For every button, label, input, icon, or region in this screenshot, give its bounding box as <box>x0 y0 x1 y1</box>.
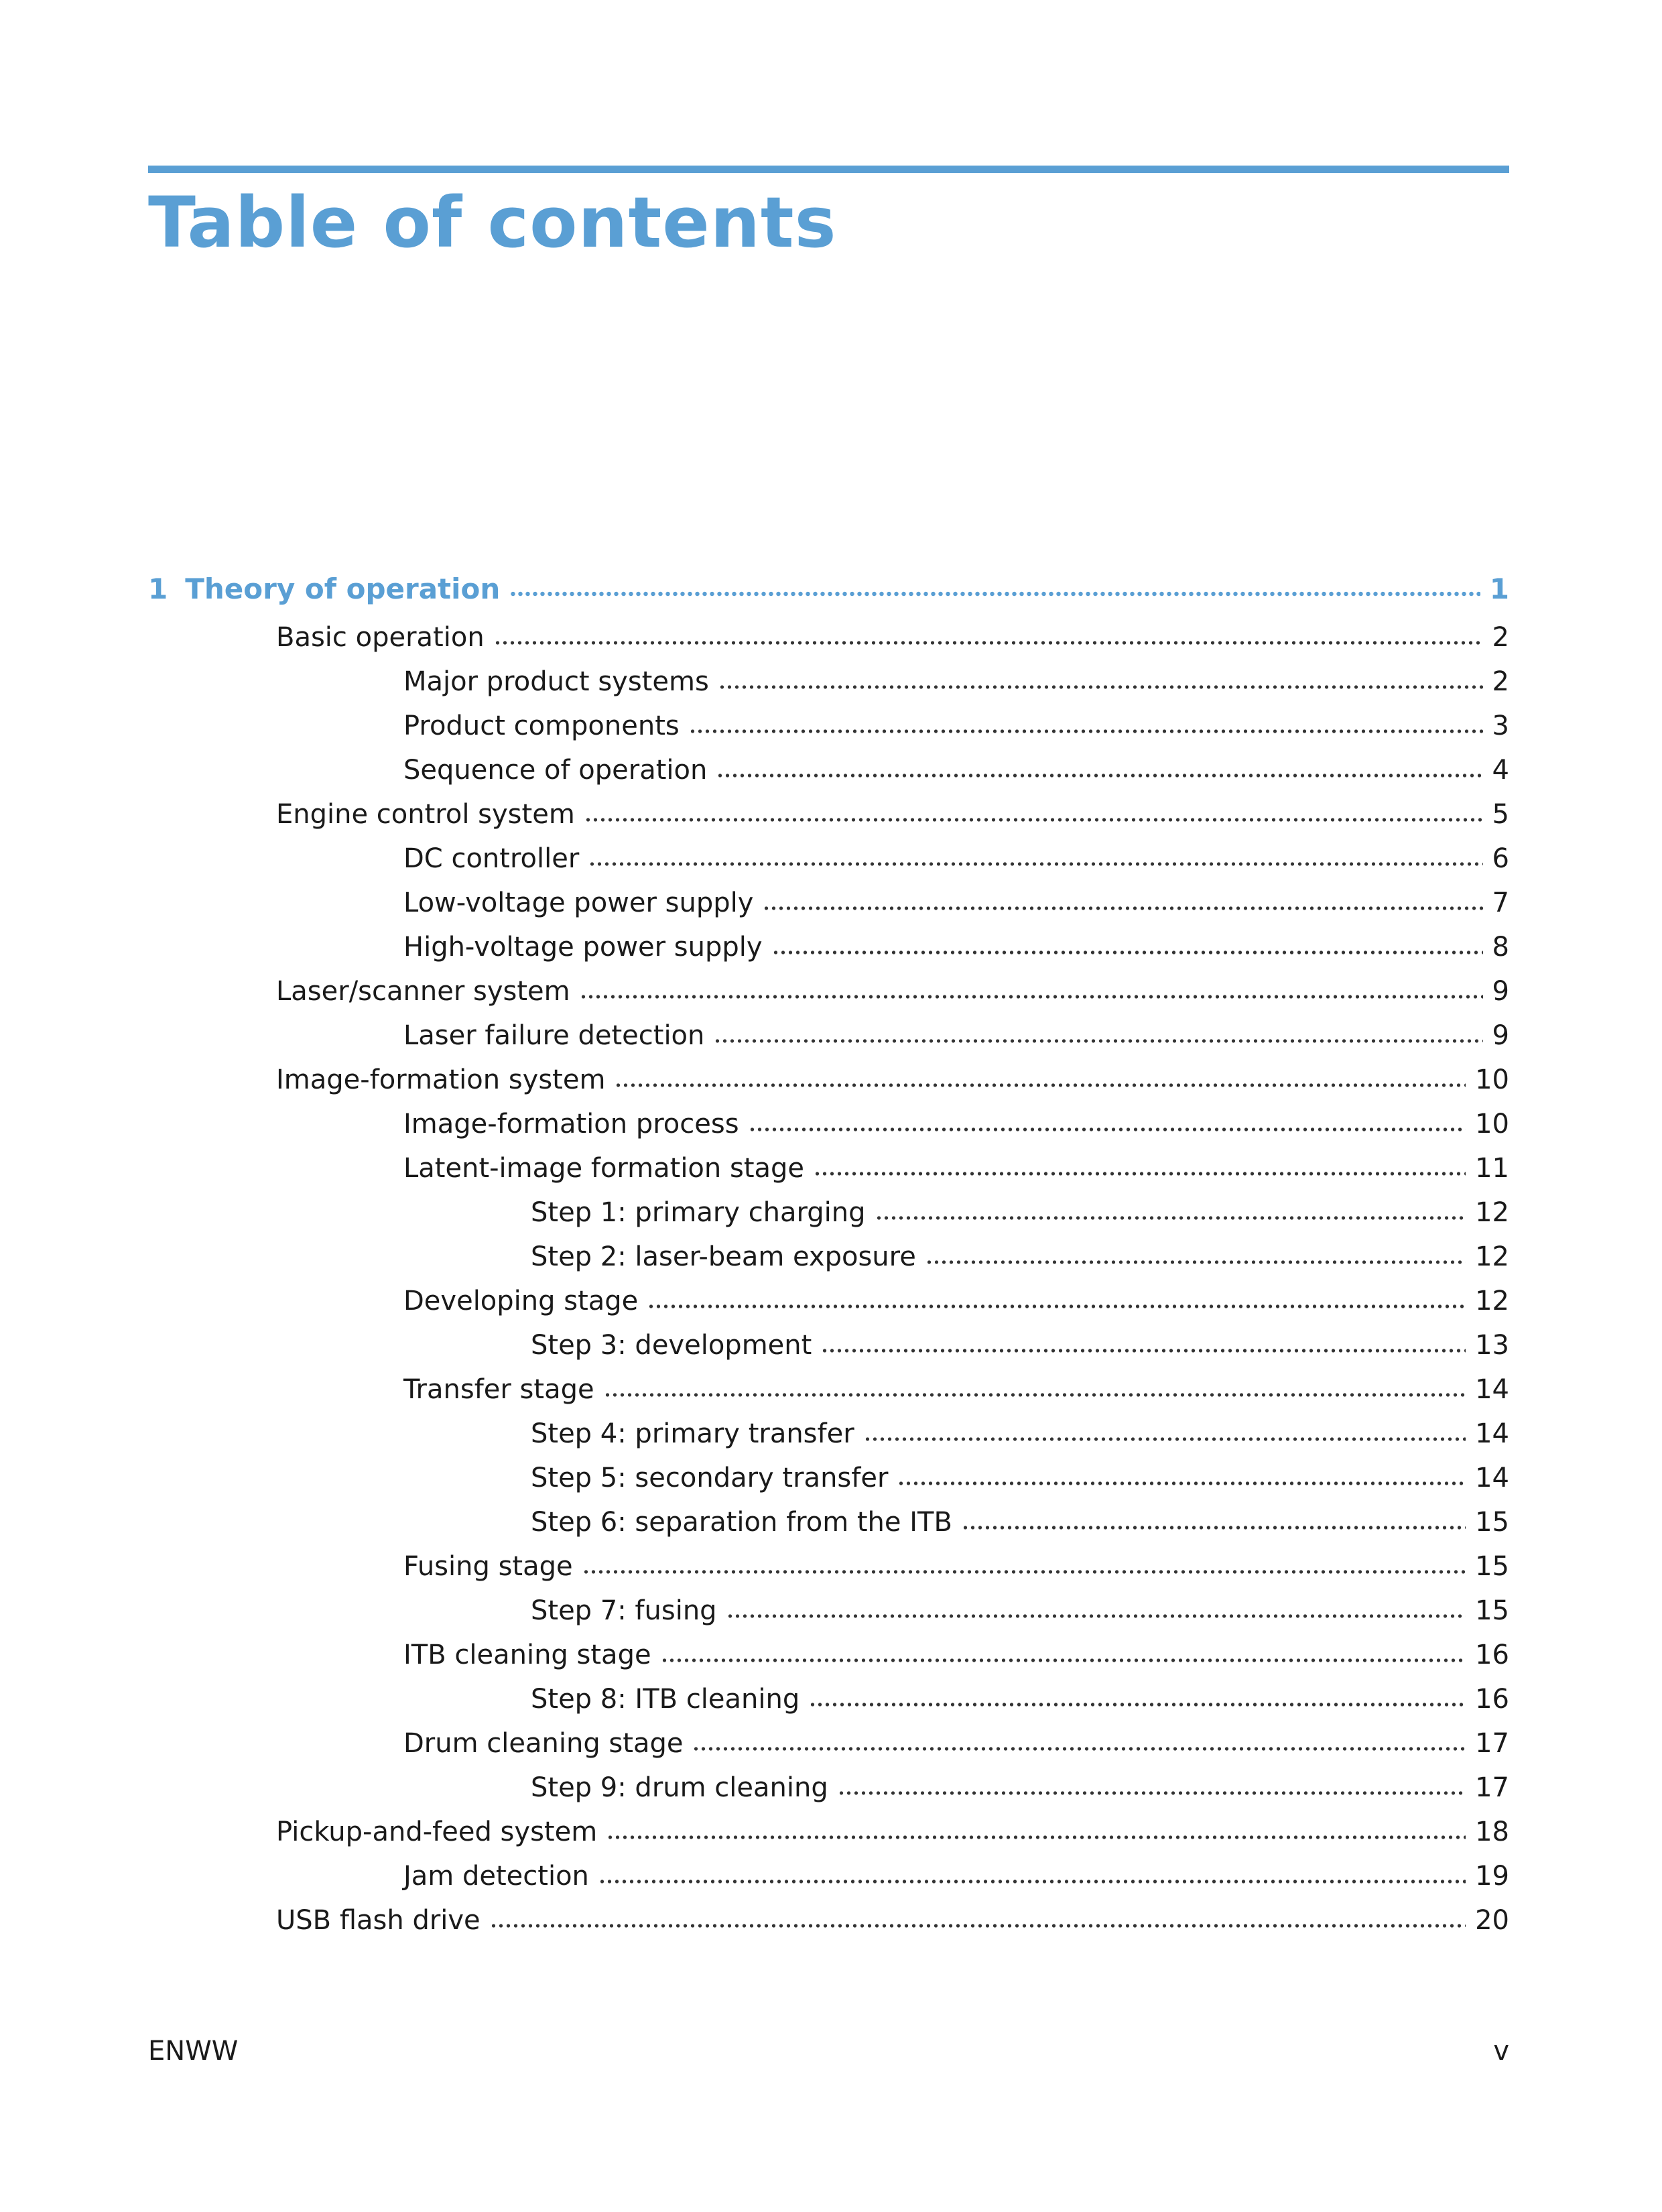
toc-entry-page-number: 8 <box>1492 932 1509 963</box>
toc-entry-title: Pickup-and-feed system <box>276 1817 598 1847</box>
toc-entry-page-number: 15 <box>1475 1551 1509 1582</box>
toc-entry-title: DC controller <box>403 843 580 874</box>
toc-entry[interactable] <box>531 1456 1509 1500</box>
dot-leader <box>588 859 1482 869</box>
toc-entry-title: Sequence of operation <box>403 755 708 786</box>
dot-leader <box>864 1434 1466 1444</box>
toc-entry-title: Basic operation <box>276 622 485 653</box>
dot-leader <box>606 1833 1466 1842</box>
toc-entry-page-number: 20 <box>1475 1905 1509 1936</box>
toc-entry[interactable] <box>403 1013 1509 1058</box>
toc-entry-page-number: 10 <box>1475 1109 1509 1140</box>
toc-entry-page-number: 19 <box>1475 1861 1509 1892</box>
toc-entry[interactable] <box>403 1721 1509 1766</box>
toc-entry-page-number: 13 <box>1475 1330 1509 1361</box>
toc-entry-title: High-voltage power supply <box>403 932 763 963</box>
toc-entry[interactable] <box>403 1279 1509 1323</box>
dot-leader <box>716 771 1482 780</box>
toc-entry-page-number: 17 <box>1475 1772 1509 1803</box>
toc-entry[interactable] <box>403 1102 1509 1146</box>
dot-leader <box>580 992 1483 1001</box>
toc-entry[interactable] <box>403 1146 1509 1190</box>
dot-leader <box>962 1523 1466 1532</box>
toc-entry-page-number: 16 <box>1475 1684 1509 1715</box>
toc-entry-title: Developing stage <box>403 1286 639 1316</box>
toc-entry[interactable] <box>403 1367 1509 1412</box>
toc-entry[interactable] <box>531 1235 1509 1279</box>
toc-entry-title: Latent-image formation stage <box>403 1153 805 1184</box>
toc-entry[interactable] <box>403 748 1509 792</box>
toc-entry-page-number: 9 <box>1492 976 1509 1007</box>
toc-entry[interactable] <box>276 1810 1509 1854</box>
dot-leader <box>838 1788 1466 1798</box>
toc-entry-title: Step 2: laser-beam exposure <box>531 1241 916 1272</box>
toc-entry-title: Laser failure detection <box>403 1020 705 1051</box>
toc-entry-title: Step 5: secondary transfer <box>531 1463 889 1493</box>
dot-leader <box>661 1656 1466 1665</box>
toc-entry-title: Image-formation process <box>403 1109 739 1140</box>
dot-leader <box>509 589 1480 599</box>
dot-leader <box>809 1700 1466 1709</box>
toc-entry-title: Step 7: fusing <box>531 1595 717 1626</box>
toc-entry-title: Step 4: primary transfer <box>531 1418 854 1449</box>
dot-leader <box>494 638 1483 648</box>
toc-entry-page-number: 6 <box>1492 843 1509 874</box>
dot-leader <box>814 1169 1466 1178</box>
footer-doc-code: ENWW <box>148 2036 239 2067</box>
toc-entry[interactable] <box>531 1677 1509 1721</box>
toc-entry[interactable] <box>531 1500 1509 1544</box>
dot-leader <box>689 727 1483 736</box>
toc-entry-page-number: 12 <box>1475 1241 1509 1272</box>
toc-entry-title: Jam detection <box>403 1861 589 1892</box>
toc-entry-page-number: 15 <box>1475 1595 1509 1626</box>
toc-entry[interactable] <box>403 837 1509 881</box>
toc-entry-page-number: 2 <box>1492 622 1509 653</box>
toc-entry-page-number: 7 <box>1492 887 1509 918</box>
toc-entry-title: Transfer stage <box>403 1374 594 1405</box>
toc-entry-title: Step 8: ITB cleaning <box>531 1684 800 1715</box>
toc-entry[interactable] <box>531 1412 1509 1456</box>
dot-leader <box>615 1081 1466 1090</box>
toc-entry[interactable] <box>276 615 1509 660</box>
dot-leader <box>749 1125 1466 1134</box>
toc-entry-page-number: 17 <box>1475 1728 1509 1759</box>
toc-entry[interactable] <box>531 1766 1509 1810</box>
toc-entry-title: Image-formation system <box>276 1064 606 1095</box>
toc-entry[interactable] <box>403 704 1509 748</box>
chapter-page-number: 1 <box>1489 572 1509 605</box>
toc-entry-page-number: 10 <box>1475 1064 1509 1095</box>
dot-leader <box>897 1479 1466 1488</box>
dot-leader <box>584 815 1483 824</box>
toc-entry-page-number: 14 <box>1475 1418 1509 1449</box>
toc-entry-title: Product components <box>403 711 680 741</box>
dot-leader <box>925 1257 1466 1267</box>
toc-entry-page-number: 18 <box>1475 1817 1509 1847</box>
toc-entry-title: Fusing stage <box>403 1551 573 1582</box>
toc-entry[interactable] <box>276 792 1509 837</box>
toc-entry[interactable] <box>403 925 1509 969</box>
toc-entry-page-number: 12 <box>1475 1286 1509 1316</box>
dot-leader <box>718 682 1483 692</box>
toc-entry-title: Step 1: primary charging <box>531 1197 866 1228</box>
dot-leader <box>647 1302 1466 1311</box>
toc-entry[interactable] <box>531 1589 1509 1633</box>
page-title: Table of contents <box>148 182 837 263</box>
toc-entry[interactable] <box>531 1323 1509 1367</box>
toc-entry[interactable] <box>403 1854 1509 1898</box>
toc-entry-title: Low-voltage power supply <box>403 887 754 918</box>
dot-leader <box>582 1567 1466 1577</box>
toc-entry-page-number: 9 <box>1492 1020 1509 1051</box>
toc-entry-page-number: 2 <box>1492 666 1509 697</box>
toc-entry[interactable] <box>403 1633 1509 1677</box>
toc-entry[interactable] <box>403 1544 1509 1589</box>
toc-entry[interactable] <box>403 660 1509 704</box>
footer-page-number: v <box>1493 2036 1509 2067</box>
toc-entry-title: Laser/scanner system <box>276 976 570 1007</box>
toc-entry[interactable] <box>276 1058 1509 1102</box>
chapter-title: Theory of operation <box>185 572 501 605</box>
dot-leader <box>604 1390 1466 1400</box>
toc-entry-page-number: 15 <box>1475 1507 1509 1538</box>
dot-leader <box>714 1036 1482 1046</box>
toc-entry-title: ITB cleaning stage <box>403 1640 651 1670</box>
chapter-number: 1 <box>148 572 168 605</box>
title-rule <box>148 166 1509 173</box>
toc-entry-page-number: 5 <box>1492 799 1509 830</box>
dot-leader <box>875 1213 1466 1223</box>
toc-entry-title: Step 6: separation from the ITB <box>531 1507 952 1538</box>
toc-entry-page-number: 3 <box>1492 711 1509 741</box>
dot-leader <box>821 1346 1466 1355</box>
dot-leader <box>692 1744 1466 1754</box>
toc-entry-page-number: 16 <box>1475 1640 1509 1670</box>
dot-leader <box>490 1921 1466 1930</box>
toc-entry-title: Major product systems <box>403 666 709 697</box>
toc-entry[interactable] <box>531 1190 1509 1235</box>
toc-chapter-entry[interactable] <box>148 566 1509 611</box>
toc-entry[interactable] <box>276 969 1509 1013</box>
toc-entry-title: Drum cleaning stage <box>403 1728 684 1759</box>
dot-leader <box>772 948 1483 957</box>
toc-entry-page-number: 11 <box>1475 1153 1509 1184</box>
toc-entry-title: Step 9: drum cleaning <box>531 1772 828 1803</box>
toc-entry-page-number: 4 <box>1492 755 1509 786</box>
toc-entry-page-number: 12 <box>1475 1197 1509 1228</box>
toc-entry[interactable] <box>403 881 1509 925</box>
toc-entry-title: USB flash drive <box>276 1905 481 1936</box>
dot-leader <box>598 1877 1466 1886</box>
dot-leader <box>726 1611 1466 1621</box>
toc-entry[interactable] <box>276 1898 1509 1943</box>
toc-entry-title: Step 3: development <box>531 1330 812 1361</box>
toc-entry-page-number: 14 <box>1475 1374 1509 1405</box>
toc-entry-title: Engine control system <box>276 799 575 830</box>
toc-entry-page-number: 14 <box>1475 1463 1509 1493</box>
dot-leader <box>763 904 1482 913</box>
